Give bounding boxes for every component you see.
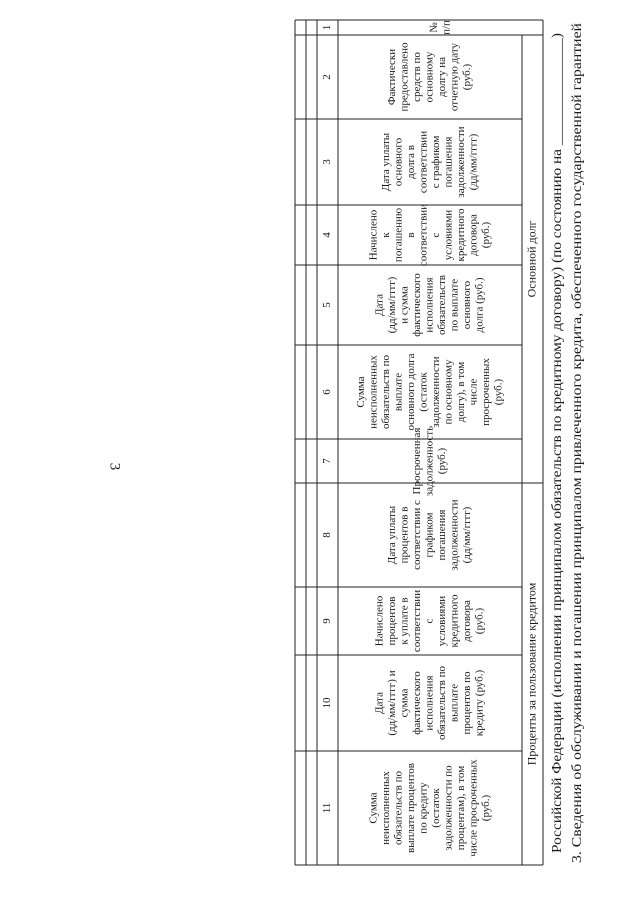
column-header-line: процентов [386, 596, 399, 646]
column-header-line: п/п [440, 20, 453, 35]
column-number: 6 [321, 389, 334, 395]
column-header-line: фактического [411, 671, 424, 735]
column-header-line: (дд/мм/гггг) [467, 133, 480, 191]
column-header-line: выплате [392, 372, 405, 412]
column-header-line: исполнения [423, 675, 436, 731]
column-header-line: по кредиту [417, 782, 430, 834]
column-header-line: задолженности [454, 126, 467, 198]
column-header-line: с [423, 618, 436, 624]
column-header-line: (дд/мм/гггг) и [386, 670, 399, 736]
column-header-line: соответствии с [411, 500, 424, 570]
column-header-line: числе просроченных [467, 759, 480, 857]
column-header-line: по основному [442, 359, 455, 425]
column-header-line: № [427, 22, 440, 33]
column-header-line: условиями [436, 595, 449, 647]
column-header-line: Начислено [373, 595, 386, 647]
column-header-line: задолженность [423, 425, 436, 497]
column-header-line: по выплате [448, 278, 461, 332]
column-header-line: сумма [398, 688, 411, 718]
column-number: 3 [321, 159, 334, 165]
column-header-line: Сумма [367, 792, 380, 824]
column-header-line: долга (руб.) [473, 277, 486, 333]
column-header-line: с [429, 232, 442, 238]
column-header-line: задолженности [429, 356, 442, 428]
column-header-line: (дд/мм/гггг) [461, 506, 474, 564]
column-header-line: погашению [392, 207, 405, 263]
column-header-line: обязательств по [379, 354, 392, 430]
column-header-line: основному [423, 51, 436, 103]
column-header-line: (дд/мм/гггг) [386, 276, 399, 334]
column-header-line: соответствии [417, 130, 430, 194]
column-header-line: отчетную дату [448, 42, 461, 112]
column-header-line: (руб.) [473, 607, 486, 635]
column-header-7 [411, 426, 448, 496]
column-header-line: просроченных [479, 358, 492, 426]
column-header-line: погашения [442, 136, 455, 188]
title-line-1: 3. Сведения об обслуживании и погашении принципалом привлеченного кредита, обеспеченного государственной гарантией [569, 142, 585, 863]
column-header-line: кредиту (руб.) [473, 669, 486, 737]
column-header-line: (руб.) [479, 221, 492, 249]
column-number: 10 [321, 697, 334, 709]
column-number: 2 [321, 74, 334, 80]
column-number: 11 [321, 802, 334, 814]
column-header-10 [374, 665, 486, 740]
column-header-line: фактического [411, 273, 424, 337]
column-header-line: обязательств [436, 275, 449, 335]
column-header-line: неисполненных [379, 771, 392, 845]
column-header-line: числе [467, 378, 480, 406]
column-header-4 [367, 204, 492, 266]
column-header-line: соответствии [417, 203, 430, 267]
column-number: 7 [321, 458, 334, 464]
column-header-line: неисполненных [367, 355, 380, 429]
column-number: 4 [321, 232, 334, 238]
column-header-line: графиком [423, 512, 436, 558]
column-header-line: (остаток [429, 788, 442, 828]
column-header-line: (руб.) [479, 794, 492, 822]
column-header-line: задолженности [448, 499, 461, 571]
column-header-line: (руб.) [492, 378, 505, 406]
column-header-line: обязательств по [392, 770, 405, 846]
title-line-2: Российской Федерации (исполнении принципалом обязательств по кредитному договору) (по состоянию на ______________) [549, 129, 565, 853]
column-header-line: долгу), в том [454, 361, 467, 423]
column-header-line: Начислено [367, 209, 380, 261]
column-header-line: в [404, 232, 417, 238]
column-header-line: (руб.) [461, 63, 474, 91]
column-header-line: погашения [436, 509, 449, 561]
column-number: 1 [321, 24, 334, 31]
column-header-line: и сумма [398, 286, 411, 324]
column-header-line: (руб.) [436, 447, 449, 475]
group-header-main-debt: Основной долг [524, 220, 539, 298]
column-header-line: средств по [411, 52, 424, 102]
group-header-interest: Проценты за пользование кредитом [524, 582, 539, 766]
column-header-line: процентам), в том [454, 765, 467, 851]
column-header-line: обязательств по [436, 665, 449, 741]
column-number: 9 [321, 618, 334, 624]
column-header-line: долгу на [436, 57, 449, 97]
column-header-line: (остаток [417, 372, 430, 412]
column-header-8 [386, 499, 473, 570]
column-header-1 [428, 20, 453, 35]
page-number: 3 [106, 462, 123, 471]
column-header-line: с графиком [429, 135, 442, 189]
column-header-5 [374, 273, 486, 337]
column-header-line: кредитного [448, 594, 461, 648]
column-header-line: исполнения [423, 277, 436, 333]
column-header-line: Просроченная [411, 427, 424, 495]
column-header-line: Дата уплаты [379, 132, 392, 192]
column-header-line: условиями [442, 209, 455, 261]
column-header-6 [355, 353, 505, 430]
column-header-line: Дата уплаты [386, 505, 399, 565]
column-header-9 [374, 590, 486, 652]
column-number: 8 [321, 532, 334, 538]
column-header-line: Фактически [386, 48, 399, 106]
column-header-line: предоставлено [398, 42, 411, 112]
column-header-line: кредитного [454, 208, 467, 262]
column-header-line: задолженности по [442, 765, 455, 851]
column-header-line: Сумма [354, 376, 367, 408]
column-header-line: договора [467, 214, 480, 256]
column-header-line: договора [461, 600, 474, 642]
column-header-line: выплате [448, 683, 461, 723]
column-header-line: Дата [373, 692, 386, 714]
column-header-11 [367, 759, 492, 857]
column-header-line: основного [392, 137, 405, 187]
column-header-line: соответствии [411, 589, 424, 653]
column-header-line: долга в [404, 145, 417, 179]
column-header-line: Дата [373, 294, 386, 316]
column-number: 5 [321, 302, 334, 308]
column-header-line: основного [461, 280, 474, 330]
column-header-3 [380, 126, 480, 197]
column-header-2 [386, 42, 473, 112]
column-header-line: выплате процентов [404, 763, 417, 853]
column-header-line: процентов по [461, 671, 474, 735]
column-header-line: к уплате в [398, 597, 411, 645]
column-header-line: к [379, 232, 392, 238]
column-header-line: процентов в [398, 506, 411, 564]
column-header-line: основного долга [404, 353, 417, 431]
